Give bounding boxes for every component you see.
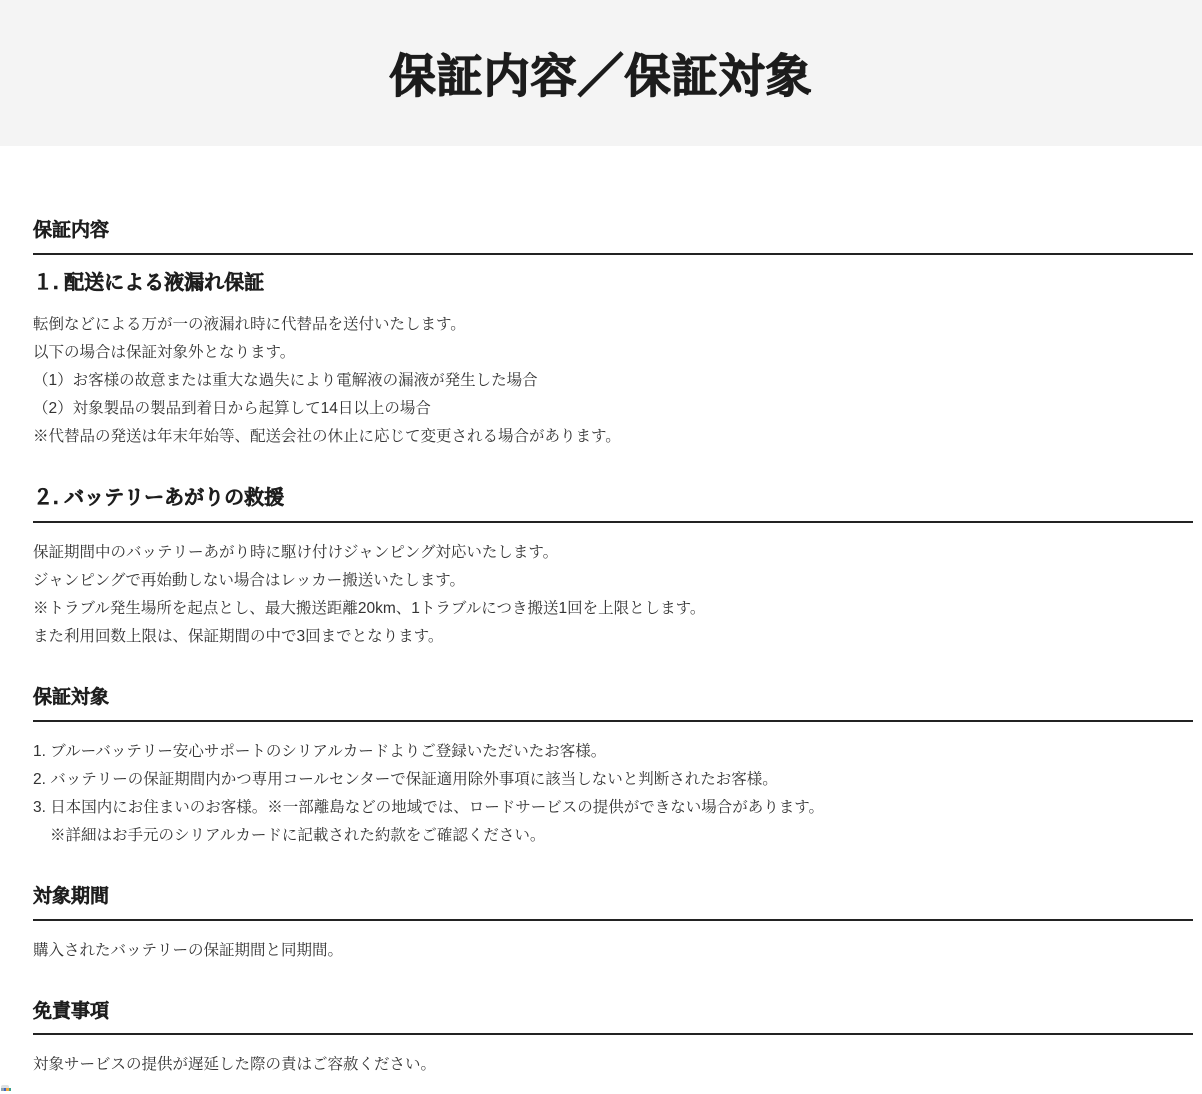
text-line: 購入されたバッテリーの保証期間と同期間。 (33, 941, 344, 959)
cutoff-widget-colors (1, 1088, 11, 1091)
subsection-title-battery-rescue: ２. バッテリーあがりの救援 (33, 487, 1193, 523)
main-content (33, 220, 1193, 1079)
text-line: また利用回数上限は、保証期間の中で3回までとなります。 (33, 627, 444, 645)
section-heading-warranty-target: 保証対象 (33, 687, 1193, 722)
section-heading-warranty-content: 保証内容 (33, 220, 1193, 255)
text-line: （2）対象製品の製品到着日から起算して14日以上の場合 (33, 399, 431, 417)
list-item: 3. 日本国内にお住まいのお客様。※一部離島などの地域では、ロードサービスの提供ができない場合があります。 (33, 798, 824, 816)
list-warranty-target (33, 738, 1193, 850)
text-line: 転倒などによる万が一の液漏れ時に代替品を送付いたします。 (33, 315, 466, 333)
paragraph-battery-rescue (33, 539, 1193, 651)
subsection-delivery-leak (33, 272, 1193, 451)
section-warranty-content (33, 220, 1193, 651)
list-item-note: ※詳細はお手元のシリアルカードに記載された約款をご確認ください。 (50, 826, 546, 844)
text-line: 以下の場合は保証対象外となります。 (33, 343, 296, 361)
list-item: 1. ブルーバッテリー安心サポートのシリアルカードよりご登録いただいたお客様。 (33, 742, 607, 760)
page-header-banner (0, 0, 1202, 146)
text-line: ジャンピングで再始動しない場合はレッカー搬送いたします。 (33, 571, 465, 589)
cutoff-widget-fragment (1, 1085, 11, 1092)
text-line: 保証期間中のバッテリーあがり時に駆け付けジャンピング対応いたします。 (33, 543, 559, 561)
subsection-battery-rescue (33, 487, 1193, 651)
paragraph-delivery-leak (33, 311, 1193, 451)
section-disclaimer (33, 1001, 1193, 1080)
page-title: 保証内容／保証対象 (389, 50, 813, 102)
paragraph-disclaimer (33, 1051, 1193, 1079)
section-heading-disclaimer: 免責事項 (33, 1001, 1193, 1036)
paragraph-target-period (33, 937, 1193, 965)
section-warranty-target (33, 687, 1193, 850)
text-line: ※代替品の発送は年末年始等、配送会社の休止に応じて変更される場合があります。 (33, 427, 621, 445)
list-item: 2. バッテリーの保証期間内かつ専用コールセンターで保証適用除外事項に該当しないと判断されたお客様。 (33, 770, 778, 788)
section-target-period (33, 886, 1193, 965)
text-line: 対象サービスの提供が遅延した際の責はご容赦ください。 (33, 1056, 437, 1074)
section-heading-target-period: 対象期間 (33, 886, 1193, 921)
text-line: ※トラブル発生場所を起点とし、最大搬送距離20km、1トラブルにつき搬送1回を上限とします。 (33, 599, 706, 617)
subsection-title-delivery-leak: １. 配送による液漏れ保証 (33, 271, 265, 294)
text-line: （1）お客様の故意または重大な過失により電解液の漏液が発生した場合 (33, 371, 538, 389)
